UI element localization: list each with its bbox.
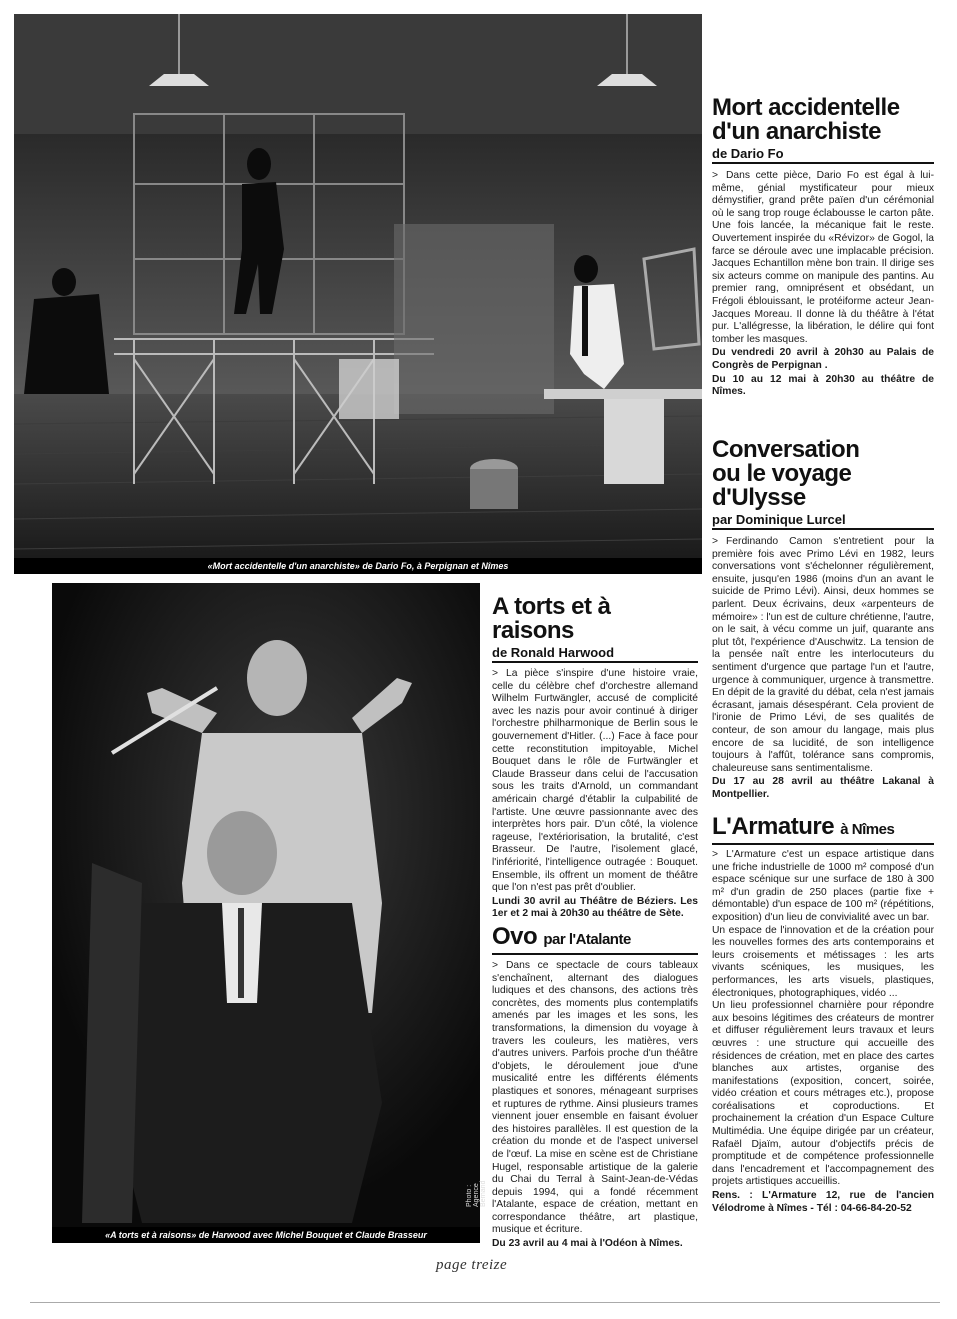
top-photo-caption: «Mort accidentelle d'un anarchiste» de Dario Fo, à Perpignan et Nîmes: [14, 558, 702, 574]
article-body: [492, 960, 698, 1251]
article-body: [492, 668, 698, 921]
article-armature: [712, 815, 934, 1215]
title-line: Conversation: [712, 436, 860, 463]
title-text: Ovo: [492, 923, 538, 950]
bottom-photo-caption: «A torts et à raisons» de Harwood avec Michel Bouquet et Claude Brasseur: [52, 1227, 480, 1243]
article-body: [712, 170, 934, 399]
bullet-marker: >: [492, 668, 499, 679]
article-ovo: [492, 925, 698, 1251]
article-date: Lundi 30 avril au Théâtre de Béziers. Les 1er et 2 mai à 20h30 au théâtre de Sète.: [492, 895, 698, 920]
article-text: L'Armature c'est un espace artistique dans une friche industrielle de 1000 m² composé d'un espace scénique sur une surface de 180 à 300 m² d'un gradin de 250 places (partie fixe + démontable) d'un espace de 100 m² (répétitions, exposition) d'un lieu de convivialité avec un bar.: [712, 849, 934, 923]
article-date: Du vendredi 20 avril à 20h30 au Palais de Congrès de Perpignan .: [712, 347, 934, 371]
article-text: Un espace de l'innovation et de la création pour les nouvelles formes des arts contemporains et leurs croisements et métissages : les arts vivants scéniques, les musiques, les performances, les arts visuels, plastiques, électroniques, photographiques, vidéo ...: [712, 924, 934, 999]
article-conversation: [712, 438, 934, 801]
title-line: d'un anarchiste: [712, 118, 881, 145]
article-text: Ferdinando Camon s'entretient pour la première fois avec Primo Lévi en 1982, leurs conversations vont s'échelonner régulièrement, ensuite, jusqu'en 1986 (moins d'un an avant le suicide de Primo Lévi). Ainsi, deux hommes se parlent. Deux écrivains, deux «arpenteurs de mémoire» : l'un est de culture chrétienne, l'autre, on le sait, à vécu comme un juif, quarante ans plut tôt, l'expérience d'Auschwitz. La tension de la pensée naît entre les interlocuteurs du sentiment d'urgence que partage l'un et l'autre, urgence à communiquer, urgence à transmettre. En dépit de la gravité du débat, cela n'est jamais écrasant, jamais désespérant. Cela provient de l'ironie de Primo Lévi, de ses qualités de conteur, de son amour du langage, mais plus encore de sa lucidité, de son intelligence toujours à l'affût, tolérance sans compromis, chaleureuse sans sentimentalisme.: [712, 536, 934, 774]
article-title: [712, 438, 934, 510]
title-line: ou le voyage d'Ulysse: [712, 460, 852, 511]
title-text: L'Armature: [712, 813, 835, 840]
photo-a-torts-et-a-raisons: [52, 583, 487, 1243]
bullet-marker: >: [712, 536, 719, 547]
article-date: Du 23 avril au 4 mai à l'Odéon à Nîmes.: [492, 1238, 683, 1250]
article-text: Dans cette pièce, Dario Fo est égal à lui-même, génial mystificateur pour mieux démystifier, grand prête païen d'un cérémonial où le sang trop rouge éclabousse le carton pâte. Une fois lancée, la mécanique fait le reste. Ouvertement inspirée du «Révizor» de Gogol, la farce se déroule avec une implacable précision. Jacques Echantillon mène bon train. Il dirige ses six acteurs comme on manipule des pantins. Au premier rang, omniprésent et obsédant, un Frégoli éblouissant, le protéiforme acteur Jean-Jacques Moreau. Il donne là du théâtre à l'état pur. L'allégresse, la libération, le délire qui font tomber les masques.: [712, 170, 934, 345]
article-mort-accidentelle: [712, 96, 934, 399]
bullet-marker: >: [492, 960, 499, 971]
stage-scene-illustration: [14, 14, 702, 574]
article-text: Dans ce spectacle de cours tableaux s'enchaînent, alternant des dialogues ludiques et des chansons, des actions très concrètes, des moments plus contemplatifs amenés par les images et les sons, les transformations, la dimension du voyage à travers les couleurs, les matières, vers d'autres univers. Parfois proche d'un théâtre d'objets, le déroulement joue d'une musicalité entre les différents éléments plastiques et sonores, ménageant surprises et ruptures de rythme. Ainsi plusieurs trames viennent jouer ensemble en faisant évoluer des histoires parallèles. Il est question de la création du monde et de l'aspect universel de l'œuf. La mise en scène est de Christiane Hugel, responsable artistique de la galerie du Chai du Terral à Saint-Jean-de-Védas depuis 1994, qui a fondé récemment l'Atalante, espace de création, mettant en correspondance théâtre, art plastique, musique et écriture.: [492, 960, 698, 1236]
article-text: Un lieu professionnel charnière pour répondre aux besoins légitimes des créateurs de montrer et diffuser régulièrement leurs travaux et leurs œuvres : une structure qui accueille des résidences de création, met en place des cartes blanches aux artistes, organise des manifestations (exposition, concert, soirée, vidéo création et cours métrages etc.), propose coréalisations et coproductions. Et prochainement la création d'un Espace Culture Multimédia. Une équipe dirigée par un créateur, Rafaël Djaïm, autour d'objectifs précis de promptitude et de compétence professionnelle dans l'encadrement et l'accompagnement des projets artistiques accueillis.: [712, 1000, 934, 1188]
article-date: Du 10 au 12 mai à 20h30 au théâtre de Nîmes.: [712, 373, 934, 398]
bullet-marker: >: [712, 170, 719, 181]
photo-mort-accidentelle: [14, 14, 702, 574]
title-suffix: à Nîmes: [840, 821, 895, 838]
article-title: A torts et à raisons: [492, 593, 611, 644]
article-byline: par Dominique Lurcel: [712, 512, 934, 530]
article-title: [492, 925, 698, 955]
portrait-illustration: [52, 583, 480, 1243]
article-title: [712, 96, 934, 144]
article-body: [712, 849, 934, 1215]
article-a-torts-et-a-raisons: [492, 595, 698, 921]
title-suffix: par l'Atalante: [543, 931, 631, 948]
photo-credit: Photo : Agence Bernand: [466, 1180, 487, 1207]
article-body: [712, 536, 934, 801]
title-line: Mort accidentelle: [712, 94, 900, 121]
article-date: Du 17 au 28 avril au théâtre Lakanal à Montpellier.: [712, 776, 934, 800]
article-byline: de Ronald Harwood: [492, 645, 698, 663]
footer-divider: [30, 1302, 940, 1303]
article-text: La pièce s'inspire d'une histoire vraie, celle du célèbre chef d'orchestre allemand Wilhelm Furtwängler, accusé de complicité avec les nazis pour avoir continué à diriger l'orchestre philharmonique de Berlin sous le gouvernement d'Hitler. (...) Face à face pour cette reconstitution impitoyable, Michel Bouquet dans le rôle de Furtwängler et Claude Brasseur dans celui de l'accusation sous les traits d'Arnold, un commandant américain chargé d'établir la culpabilité de l'artiste. Une œuvre passionnante avec des interprètes hors pair. D'un côté, la violence rageuse, l'extériorisation, la brutalité, c'est Brasseur. De l'autre, l'isolement glacé, l'infériorité, l'intelligence outragée : Bouquet. Ensemble, ils offrent un moment de théâtre que l'on n'est pas prêt d'oublier.: [492, 668, 698, 894]
page-label: page treize: [436, 1257, 508, 1273]
article-contact: Rens. : L'Armature 12, rue de l'ancien Vélodrome à Nîmes - Tél : 04-66-84-20-52: [712, 1190, 934, 1214]
article-title: [712, 815, 934, 845]
bullet-marker: >: [712, 849, 719, 860]
article-byline: de Dario Fo: [712, 146, 934, 164]
